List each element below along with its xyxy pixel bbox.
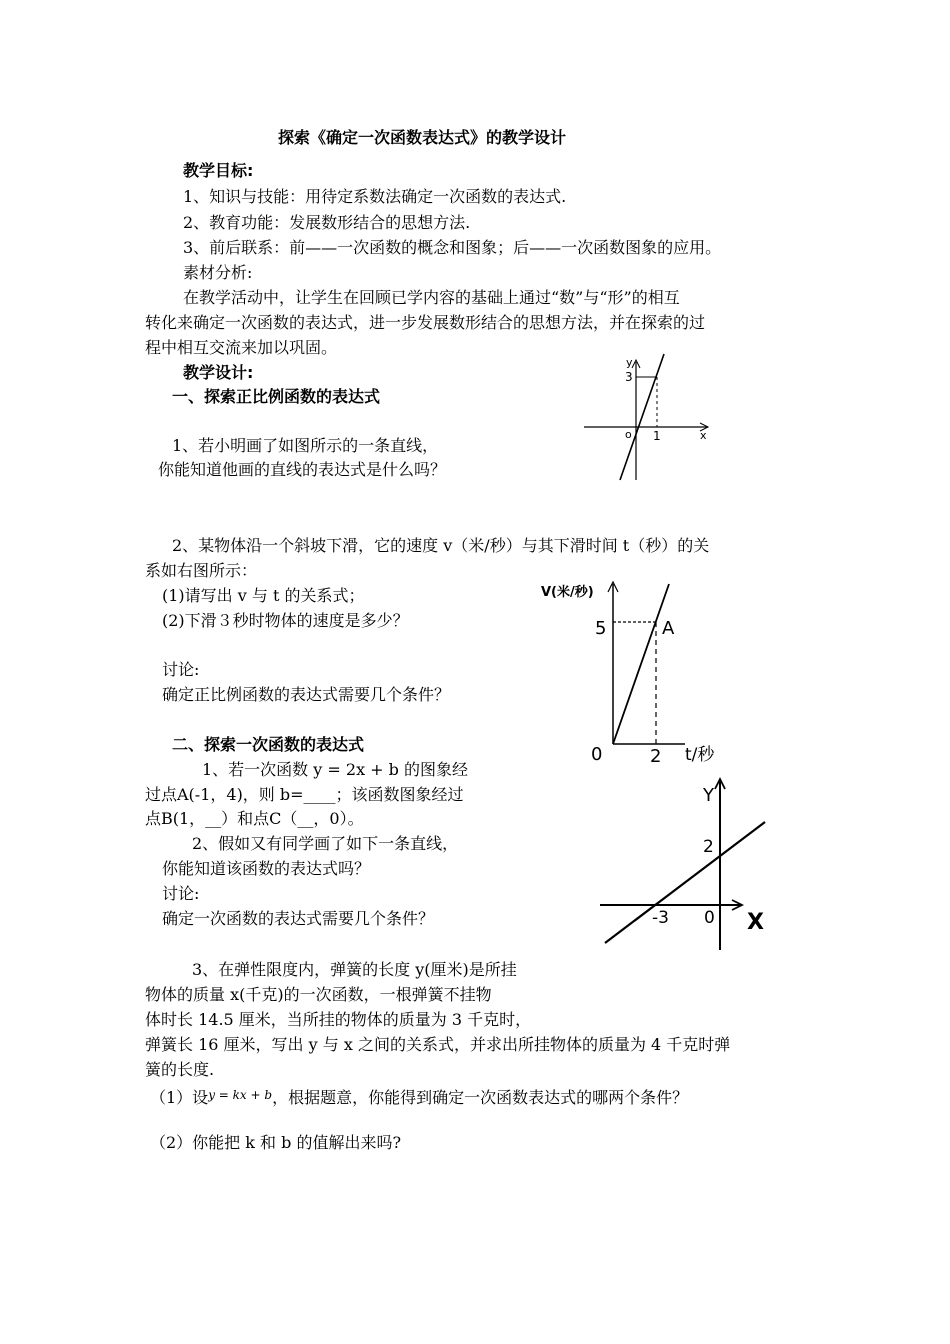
graph-3-y-label: Y (703, 785, 714, 806)
part1-q2-line: 系如右图所示： (145, 561, 258, 580)
part2-q3-line: 簧的长度. (145, 1060, 215, 1079)
part1-q1-line: 1、若小明画了如图所示的一条直线， (172, 436, 439, 455)
objective-item: 3、前后联系：前——一次函数的概念和图象；后——一次函数图象的应用。 (183, 238, 722, 257)
graph-3 (590, 775, 780, 960)
objective-item: 2、教育功能：发展数形结合的思想方法. (183, 213, 471, 232)
part2-sub1 (150, 1085, 688, 1108)
part2-q1-line: 点B(1，__）和点C（__，0）。 (145, 809, 364, 828)
graph-2-point-label: A (662, 618, 675, 639)
graph-1 (580, 350, 720, 490)
graph-2 (535, 578, 735, 770)
graph-1-y-label: y (626, 356, 633, 369)
part1-q2-item: (2)下滑３秒时物体的速度是多少？ (162, 611, 409, 630)
part2-q3-line: 体时长 14.5 厘米，当所挂的物体的质量为 3 千克时， (145, 1010, 532, 1029)
part1-discuss: 讨论: (162, 660, 200, 679)
graph-3-x-tick: -3 (652, 908, 669, 928)
part1-q2-item: (1)请写出 v 与 t 的关系式； (162, 586, 365, 605)
graph-2-origin: 0 (591, 744, 603, 765)
graph-2-y-tick: 5 (595, 618, 607, 639)
part1-heading: 一、探索正比例函数的表达式 (172, 387, 381, 406)
graph-2-y-label: V(米/秒) (541, 585, 594, 600)
part1-q2-line: 2、某物体沿一个斜坡下滑，它的速度 v（米/秒）与其下滑时间 t（秒）的关 (172, 536, 710, 555)
part2-q3-line: 物体的质量 x(千克)的一次函数，一根弹簧不挂物 (145, 985, 492, 1004)
graph-2-line (613, 584, 669, 744)
part2-q1-line: 过点A(-1，4)，则 b=____；该函数图象经过 (145, 785, 464, 804)
graph-3-line (605, 822, 765, 943)
part2-q2-line: 2、假如又有同学画了如下一条直线， (192, 834, 459, 853)
graph-1-x-tick: 1 (653, 429, 661, 443)
graph-1-x-label: x (700, 429, 707, 442)
graph-2-x-tick: 2 (650, 746, 662, 767)
material-line: 在教学活动中，让学生在回顾已学内容的基础上通过“数”与“形”的相互 (183, 288, 680, 307)
material-line: 程中相互交流来加以巩固。 (145, 338, 338, 357)
part2-sub2: （2）你能把 k 和 b 的值解出来吗? (150, 1133, 402, 1152)
graph-1-origin: o (625, 428, 632, 441)
part2-q3-line: 弹簧长 16 厘米，写出 y 与 x 之间的关系式，并求出所挂物体的质量为 4 千克时弹 (145, 1035, 731, 1054)
objective-item: 1、知识与技能：用待定系数法确定一次函数的表达式. (183, 187, 567, 206)
part1-discuss-question: 确定正比例函数的表达式需要几个条件？ (162, 685, 451, 704)
material-line: 转化来确定一次函数的表达式，进一步发展数形结合的思想方法，并在探索的过 (145, 313, 706, 332)
graph-1-y-tick: 3 (625, 370, 633, 384)
part1-q1-line: 你能知道他画的直线的表达式是什么吗？ (158, 460, 447, 479)
graph-3-x-label: X (747, 910, 764, 935)
part2-sub1-formula: y = kx + b (208, 1088, 273, 1102)
part2-discuss: 讨论: (162, 884, 200, 903)
part2-discuss-question: 确定一次函数的表达式需要几个条件？ (162, 909, 435, 928)
objectives-heading: 教学目标: (183, 161, 254, 180)
part2-q2-line: 你能知道该函数的表达式吗？ (162, 859, 371, 878)
part2-sub1-prefix: （1）设 (150, 1088, 209, 1107)
part2-q1-line: 1、若一次函数 y = 2x + b 的图象经 (202, 760, 468, 779)
part2-heading: 二、探索一次函数的表达式 (172, 735, 365, 754)
material-heading: 素材分析: (183, 263, 253, 282)
part2-sub1-suffix: ，根据题意，你能得到确定一次函数表达式的哪两个条件？ (272, 1088, 689, 1107)
page-title: 探索《确定一次函数表达式》的教学设计 (278, 128, 567, 147)
graph-3-y-tick: 2 (703, 837, 714, 857)
graph-3-origin: 0 (704, 908, 715, 928)
graph-2-x-label: t/秒 (685, 745, 715, 765)
part2-q3-line: 3、在弹性限度内，弹簧的长度 y(厘米)是所挂 (192, 960, 517, 979)
design-heading: 教学设计: (183, 363, 254, 382)
